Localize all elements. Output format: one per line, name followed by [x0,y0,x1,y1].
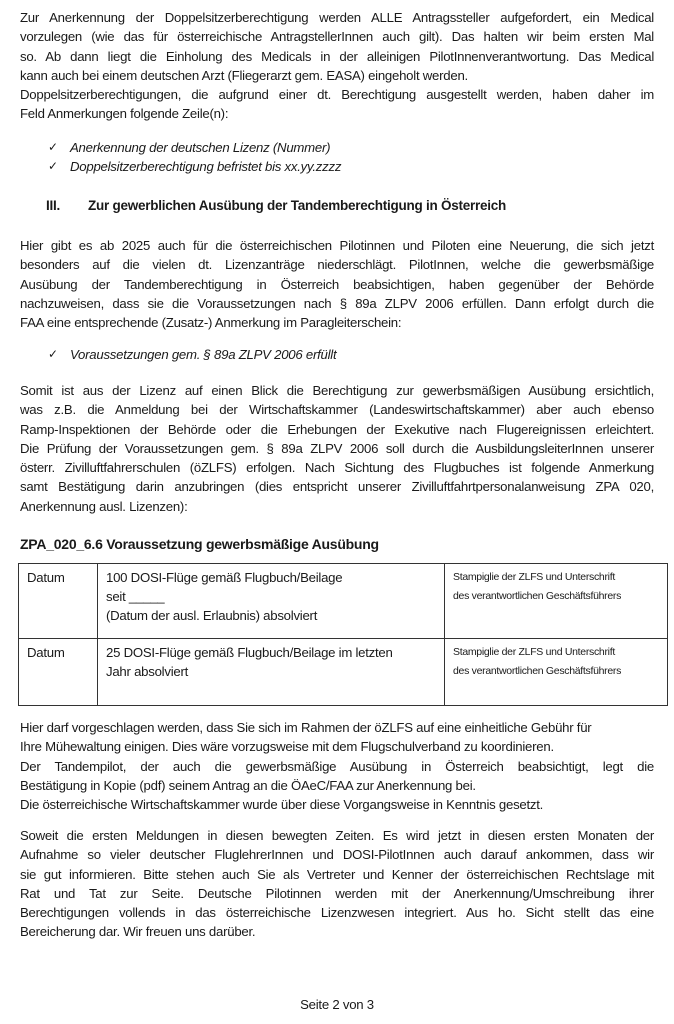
signature-line: Stampiglie der ZLFS und Unterschrift [453,646,615,658]
zpa-heading: ZPA_020_6.6 Voraussetzung gewerbsmäßige Ausübung [20,536,379,552]
table-row [19,639,668,706]
text-line: Ihre Mühewaltung einigen. Dies wäre vorzugsweise mit dem Flugschulverband zu koordinieren. [20,739,554,755]
text-line: Die Prüfung der Voraussetzungen gem. § 89a ZLPV 2006 soll durch die AusbildungsleiterInnen unserer [20,440,654,456]
remarks-list-commercial [20,345,620,364]
text-line: besonders auf die vielen dt. Lizenzanträge niederschlägt. PilotInnen, welche die gewerbsmäßige [20,257,654,273]
text-line: Die österreichische Wirtschaftskammer wurde über diese Vorgangsweise in Kenntnis gesetzt. [20,797,544,813]
text-line: Berechtigungen vollends in das österreichische Lizenzwesen integriert. Aus ho. Sicht stellt das eine [20,905,654,921]
section-number: III. [46,198,61,213]
page-number: Seite 2 von 3 [300,997,374,1012]
text-line: Zur Anerkennung der Doppelsitzerberechtigung werden ALLE Antragssteller aufgefordert, ein Medical [20,10,654,25]
signature-line: des verantwortlichen Geschäftsführers [453,665,622,677]
description-line: 25 DOSI-Flüge gemäß Flugbuch/Beilage im letzten [106,645,393,660]
text-line: Bereicherung dar. Wir freuen uns darüber. [20,924,256,940]
list-item [20,157,620,176]
check-icon: ✓ [48,140,58,154]
text-line: kann auch bei einem deutschen Arzt (Fliegerarzt gem. EASA) eingeholt werden. [20,67,468,83]
signature-line: des verantwortlichen Geschäftsführers [453,590,622,602]
text-line: FAA eine entsprechende (Zusatz-) Anmerkung im Paragleiterschein: [20,315,402,331]
text-line: Ausübung der Tandemberechtigung in Österreich beabsichtigen, haben gegenüber der Behörde [20,276,654,292]
remarks-list-license [20,138,620,177]
text-line: samt Bestätigung darin anzubringen (dies entspricht unserer Zivilluftfahrtpersonalanweisung ZPA 020, [20,479,654,495]
text-line: Bestätigung in Kopie (pdf) seinem Antrag an die ÖAeC/FAA zur Anerkennung bei. [20,777,476,793]
description-line: (Datum der ausl. Erlaubnis) absolviert [106,608,318,623]
section-heading [20,196,506,216]
text-line: Feld Anmerkungen folgende Zeile(n): [20,106,229,122]
text-line: Somit ist aus der Lizenz auf einen Blick die Berechtigung zur gewerbsmäßigen Ausübung ersichtlich, [20,383,654,398]
text-line: Hier gibt es ab 2025 auch für die österreichischen Pilotinnen und Piloten eine Neuerung, die sich jetzt [20,238,654,253]
zpa-confirmation-table [18,563,668,706]
section-paragraph [20,236,654,332]
text-line: Soweit die ersten Meldungen in diesen bewegten Zeiten. Es wird jetzt in diesen ersten Monaten der [20,828,654,843]
check-icon: ✓ [48,159,58,174]
table-row [19,564,668,639]
text-line: so. Ab dann liegt die Einholung des Medicals in der alleinigen PilotInnenverantwortung. Das Medical [20,48,654,64]
list-item [20,345,620,364]
description-line: seit _____ [106,589,165,604]
description-cell [98,639,445,706]
text-line: Ramp-Inspektionen der Behörde oder die Erhebungen der Exekutive nach Flugereignissen erleichtert. [20,421,654,437]
description-line: Jahr absolviert [106,664,189,679]
text-line: Hier darf vorgeschlagen werden, dass Sie sich im Rahmen der öZLFS auf eine einheitliche Gebühr für [20,720,592,735]
text-line: Doppelsitzerberechtigungen, die aufgrund einer dt. Berechtigung ausgestellt werden, haben daher im [20,87,654,103]
license-paragraph [20,381,654,516]
list-item-text: Voraussetzungen gem. § 89a ZLPV 2006 erfüllt [70,347,337,362]
text-line: österr. Zivilluftfahrerschulen (öZLFS) erfolgen. Nach Sichtung des Flugbuches ist folgende Anmerkung [20,460,654,476]
date-cell: Datum [19,564,98,639]
text-line: sie gut informieren. Bitte stehen auch Sie als Vertreter und Kenner der österreichischen Rechtslage mit [20,866,654,882]
text-line: nachzuweisen, dass sie die Voraussetzungen nach § 89a ZLPV 2006 erfüllen. Dann erfolgt durch die [20,295,654,311]
text-line: was z.B. die Anmeldung bei der Wirtschaftskammer (Landeswirtschaftskammer) aber auch ebenso [20,402,654,418]
text-line: Der Tandempilot, der auch die gewerbsmäßige Ausübung in Österreich beabsichtigt, legt die [20,758,654,774]
description-line: 100 DOSI-Flüge gemäß Flugbuch/Beilage [106,570,343,585]
section-title: Zur gewerblichen Ausübung der Tandemberechtigung in Österreich [88,198,507,213]
list-item-text: Anerkennung der deutschen Lizenz (Nummer) [70,140,331,155]
signature-line: Stampiglie der ZLFS und Unterschrift [453,571,615,583]
text-line: Anerkennung ausl. Lizenzen): [20,498,188,514]
check-icon: ✓ [48,347,58,361]
text-line: Rat und Tat zur Seite. Deutsche Pilotinnen werden mit der Anerkennung/Umschreibung ihrer [20,885,654,901]
date-cell: Datum [19,639,98,706]
text-line: vorzulegen (wie das für österreichische AntragstellerInnen auch gilt). Das halten wir beim ersten Mal [20,29,654,45]
list-item [20,138,620,157]
signature-cell [445,639,668,706]
intro-paragraph [20,8,654,124]
fee-paragraph [20,718,654,814]
description-cell [98,564,445,639]
text-line: Aufnahme so vieler deutscher FluglehrerInnen und DOSI-PilotInnen auch darauf ankommen, dass wir [20,847,654,863]
signature-cell [445,564,668,639]
list-item-text: Doppelsitzerberechtigung befristet bis xx.yy.zzzz [70,159,342,175]
closing-paragraph [20,826,654,942]
